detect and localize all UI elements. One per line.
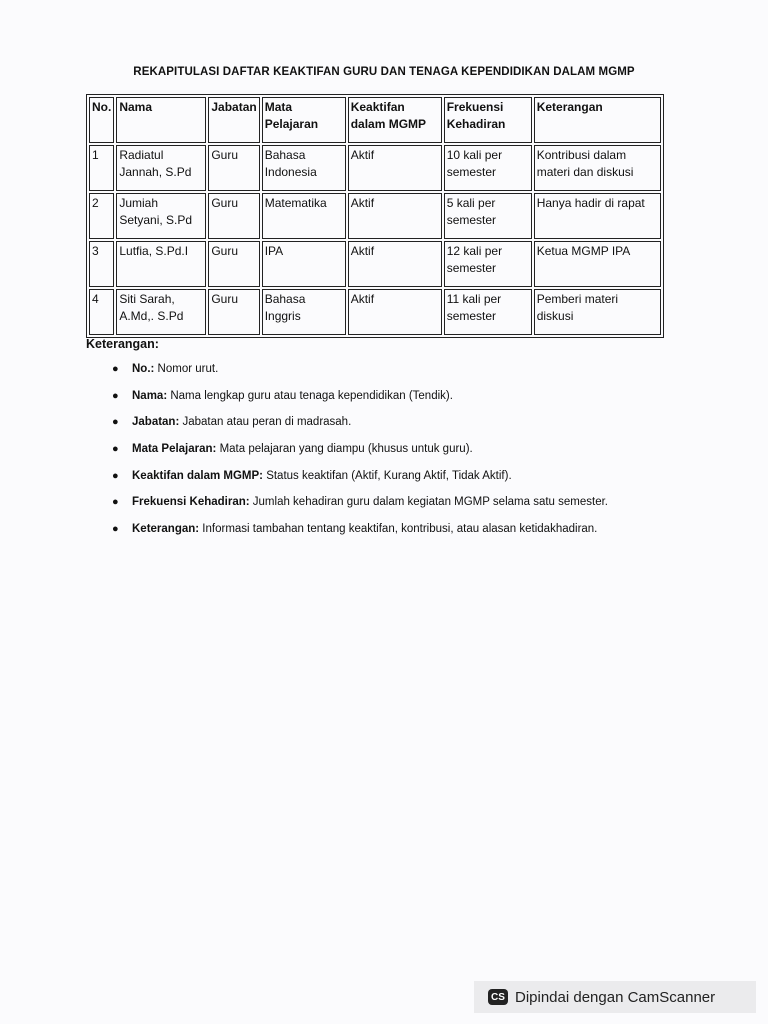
list-item bbox=[112, 463, 692, 490]
list-item bbox=[112, 489, 692, 516]
table-row bbox=[89, 241, 661, 287]
col-header-jabatan: Jabatan bbox=[208, 97, 259, 143]
cell-nama: Siti Sarah, A.Md,. S.Pd bbox=[116, 289, 206, 335]
cell-no: 4 bbox=[89, 289, 114, 335]
col-header-frekuensi: Frekuensi Kehadiran bbox=[444, 97, 532, 143]
note-term: Keaktifan dalam MGMP: bbox=[132, 469, 263, 482]
cell-keaktifan: Aktif bbox=[348, 145, 442, 191]
note-term: Keterangan: bbox=[132, 523, 200, 536]
cell-mata-pelajaran: Bahasa Indonesia bbox=[262, 145, 346, 191]
cell-keaktifan: Aktif bbox=[348, 241, 442, 287]
note-desc: Mata pelajaran yang diampu (khusus untuk guru). bbox=[216, 443, 473, 456]
page-title: REKAPITULASI DAFTAR KEAKTIFAN GURU DAN TENAGA KEPENDIDIKAN DALAM MGMP bbox=[133, 66, 635, 78]
list-item bbox=[112, 356, 692, 383]
table-row bbox=[89, 193, 661, 239]
bullet-icon: ● bbox=[112, 443, 119, 456]
table-row bbox=[89, 289, 661, 335]
note-desc: Informasi tambahan tentang keaktifan, kontribusi, atau alasan ketidakhadiran. bbox=[199, 523, 598, 536]
cell-frekuensi: 10 kali per semester bbox=[444, 145, 532, 191]
cell-keaktifan: Aktif bbox=[348, 289, 442, 335]
table-row bbox=[89, 145, 661, 191]
cell-keaktifan: Aktif bbox=[348, 193, 442, 239]
cell-mata-pelajaran: IPA bbox=[262, 241, 346, 287]
list-item bbox=[112, 409, 692, 436]
cell-jabatan: Guru bbox=[208, 145, 259, 191]
note-term: Jabatan: bbox=[132, 416, 180, 429]
cell-jabatan: Guru bbox=[208, 193, 259, 239]
note-term: Nama: bbox=[132, 389, 168, 402]
col-header-no: No. bbox=[89, 97, 114, 143]
col-header-nama: Nama bbox=[116, 97, 206, 143]
bullet-icon: ● bbox=[112, 389, 119, 402]
camscanner-watermark bbox=[474, 981, 756, 1013]
watermark-text: Dipindai dengan CamScanner bbox=[515, 988, 716, 1006]
list-item bbox=[112, 383, 692, 410]
cell-frekuensi: 12 kali per semester bbox=[444, 241, 532, 287]
note-desc: Jabatan atau peran di madrasah. bbox=[179, 416, 352, 429]
cell-keterangan: Kontribusi dalam materi dan diskusi bbox=[534, 145, 661, 191]
cell-keterangan: Hanya hadir di rapat bbox=[534, 193, 661, 239]
list-item bbox=[112, 516, 692, 543]
note-desc: Nomor urut. bbox=[154, 363, 219, 375]
cell-mata-pelajaran: Matematika bbox=[262, 193, 346, 239]
note-term: No.: bbox=[132, 363, 155, 375]
col-header-mata-pelajaran: Mata Pelajaran bbox=[262, 97, 346, 143]
note-term: Mata Pelajaran: bbox=[132, 443, 217, 456]
notes-heading: Keterangan: bbox=[86, 337, 159, 351]
note-desc: Nama lengkap guru atau tenaga kependidikan (Tendik). bbox=[167, 389, 453, 402]
cell-frekuensi: 5 kali per semester bbox=[444, 193, 532, 239]
cell-no: 2 bbox=[89, 193, 114, 239]
cell-keterangan: Ketua MGMP IPA bbox=[534, 241, 661, 287]
cell-nama: Lutfia, S.Pd.I bbox=[116, 241, 206, 287]
cell-nama: Radiatul Jannah, S.Pd bbox=[116, 145, 206, 191]
cell-frekuensi: 11 kali per semester bbox=[444, 289, 532, 335]
cell-no: 3 bbox=[89, 241, 114, 287]
col-header-keterangan: Keterangan bbox=[534, 97, 661, 143]
list-item bbox=[112, 436, 692, 463]
bullet-icon: ● bbox=[112, 469, 119, 482]
table-header-row bbox=[89, 97, 661, 143]
cell-jabatan: Guru bbox=[208, 289, 259, 335]
note-desc: Jumlah kehadiran guru dalam kegiatan MGMP selama satu semester. bbox=[249, 496, 608, 509]
cell-keterangan: Pemberi materi diskusi bbox=[534, 289, 661, 335]
cell-no: 1 bbox=[89, 145, 114, 191]
cell-jabatan: Guru bbox=[208, 241, 259, 287]
cell-mata-pelajaran: Bahasa Inggris bbox=[262, 289, 346, 335]
bullet-icon: ● bbox=[112, 523, 119, 536]
bullet-icon: ● bbox=[112, 416, 119, 429]
bullet-icon: ● bbox=[112, 496, 119, 509]
cell-nama: Jumiah Setyani, S.Pd bbox=[116, 193, 206, 239]
bullet-icon: ● bbox=[112, 363, 119, 375]
camscanner-logo-icon: CS bbox=[488, 989, 508, 1005]
recap-table bbox=[86, 94, 664, 338]
note-term: Frekuensi Kehadiran: bbox=[132, 496, 250, 509]
notes-list bbox=[112, 356, 692, 543]
note-desc: Status keaktifan (Aktif, Kurang Aktif, Tidak Aktif). bbox=[263, 469, 512, 482]
col-header-keaktifan: Keaktifan dalam MGMP bbox=[348, 97, 442, 143]
